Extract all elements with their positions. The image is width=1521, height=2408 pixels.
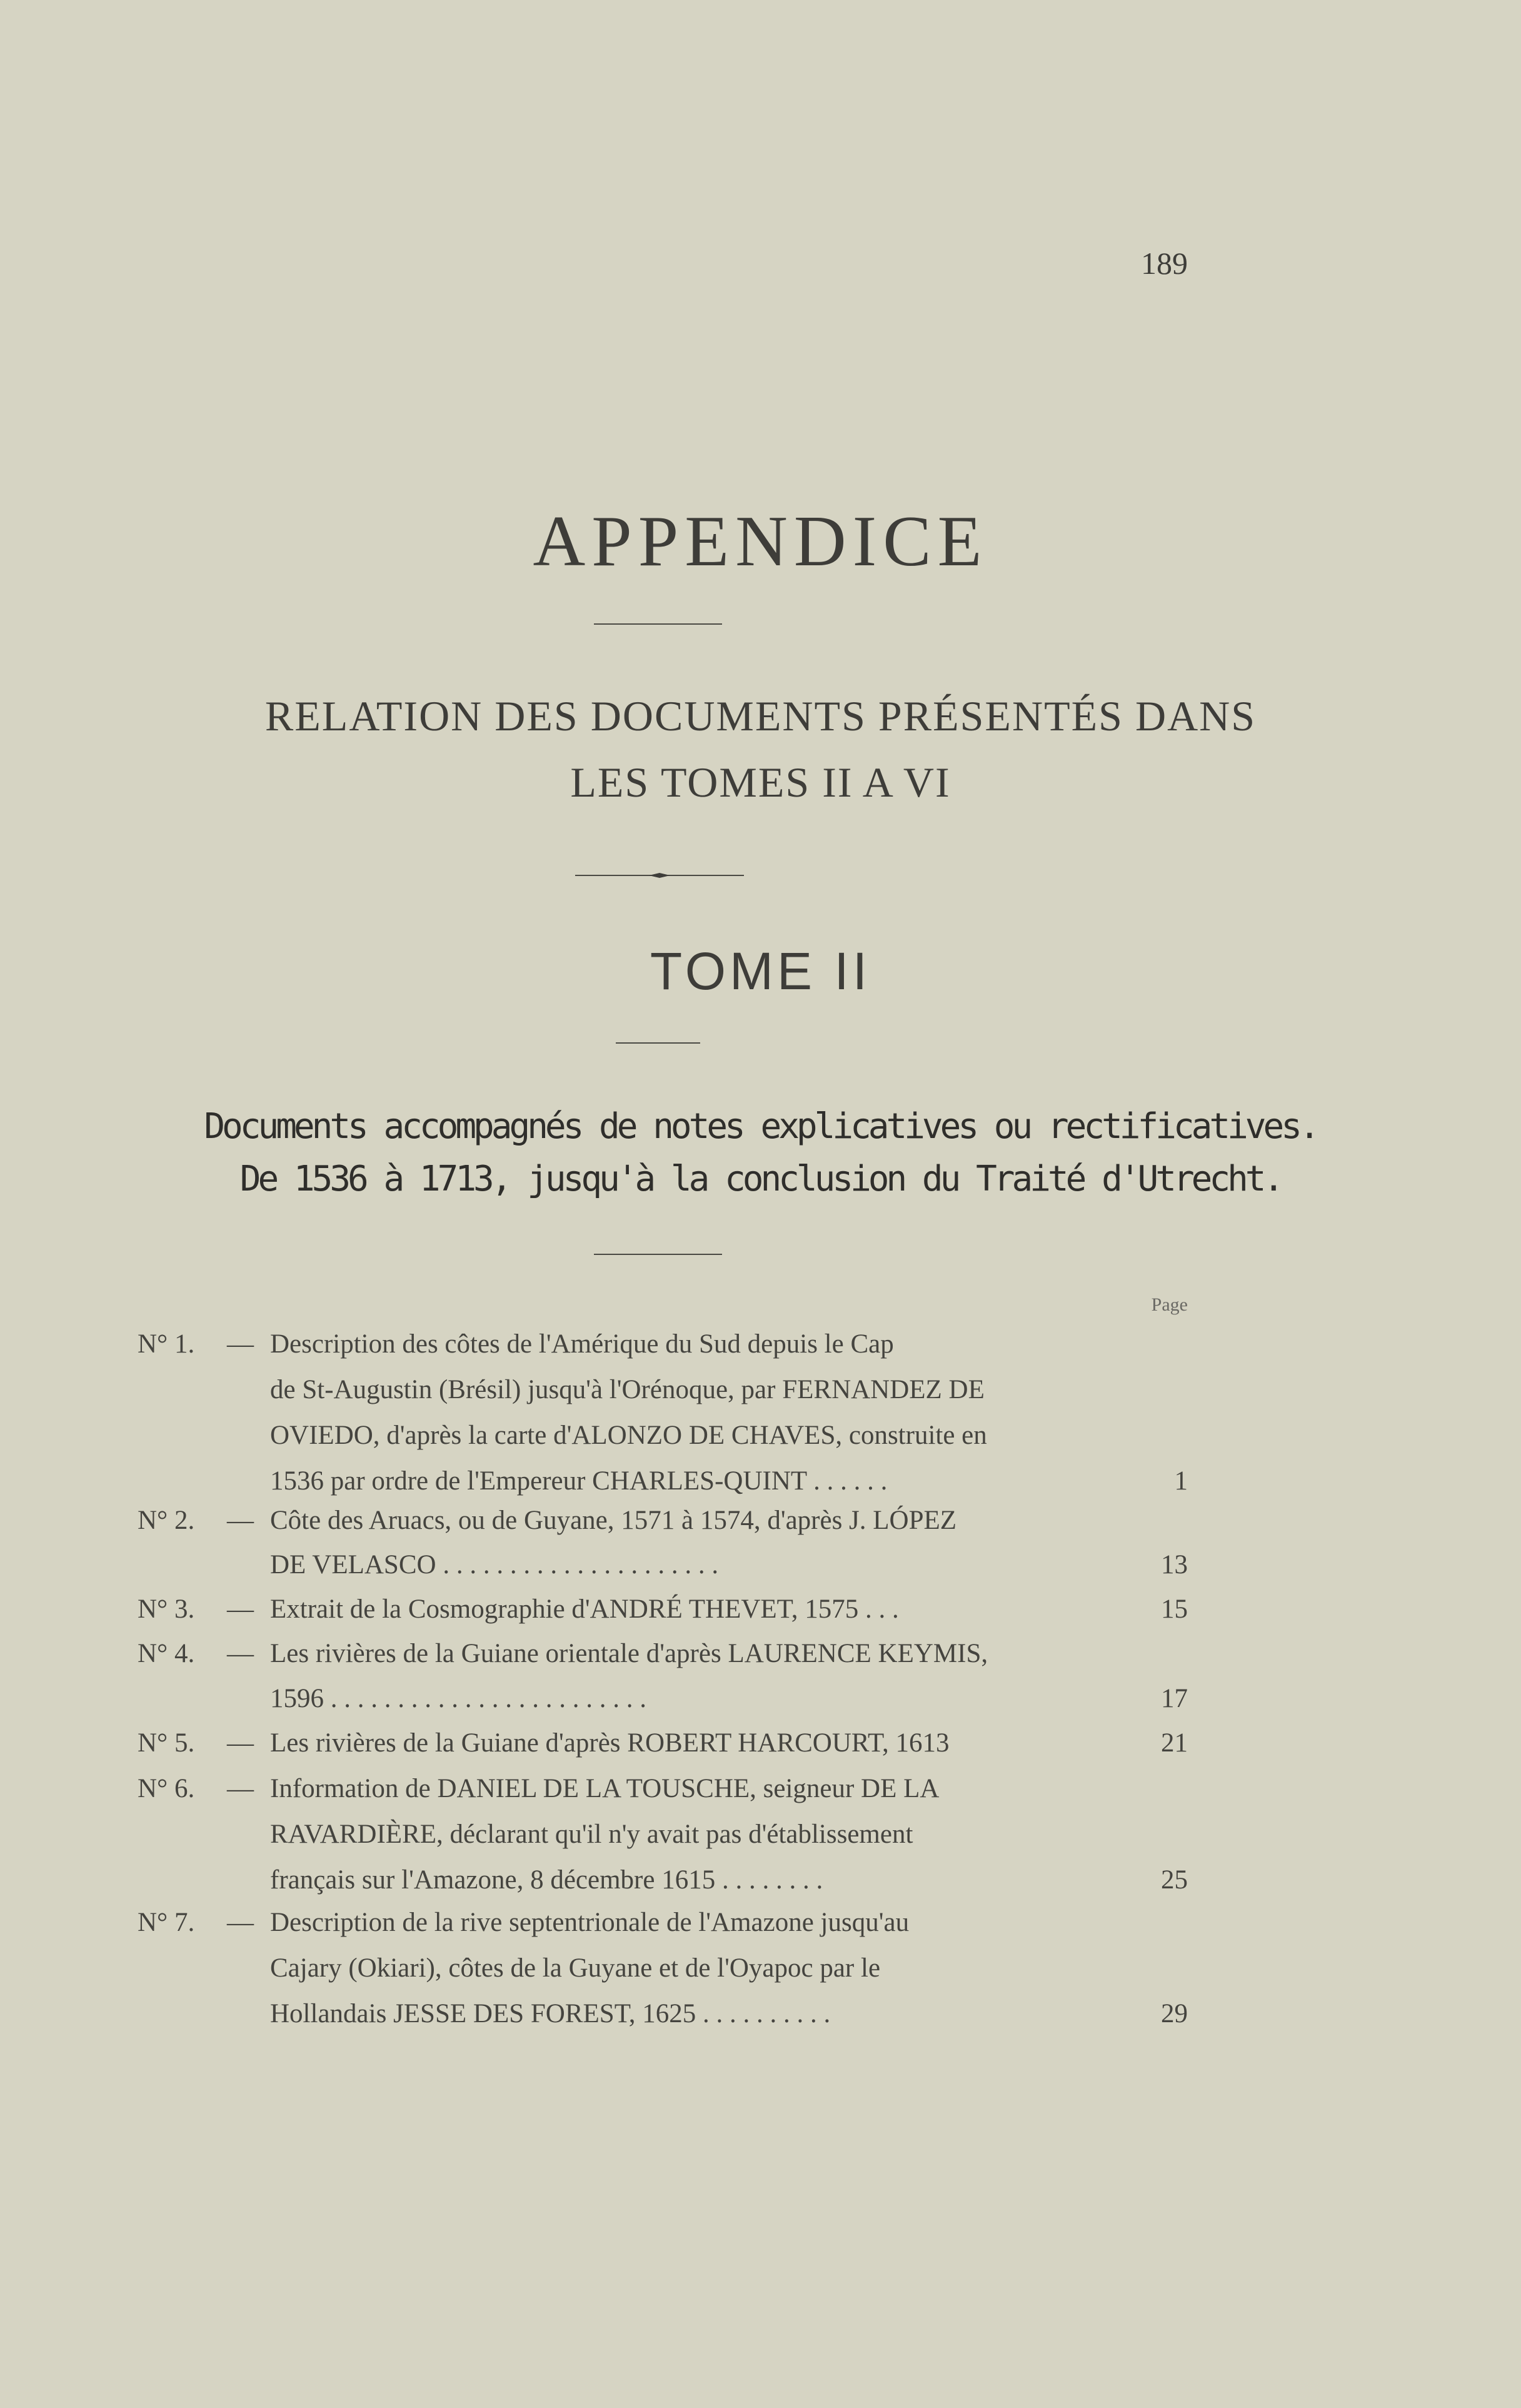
document-dash: —	[227, 1728, 254, 1758]
document-dash: —	[227, 1774, 254, 1803]
tome-description-line: Documents accompagnés de notes explicatives ou rectificatives.	[204, 1106, 1317, 1147]
document-line: Hollandais JESSE DES FOREST, 1625 . . . . . . . . . .	[270, 1999, 831, 2028]
document-page: 21	[1161, 1728, 1188, 1758]
document-number: N° 4.	[138, 1639, 195, 1668]
document-number: N° 2.	[138, 1506, 195, 1535]
document-number: N° 5.	[138, 1728, 195, 1758]
tome-heading: TOME II	[650, 942, 871, 1000]
document-page: 13	[1161, 1550, 1188, 1579]
document-line: Cajary (Okiari), côtes de la Guyane et de l'Oyapoc par le	[270, 1953, 881, 1983]
document-line: de St-Augustin (Brésil) jusqu'à l'Orénoque, par FERNANDEZ DE	[270, 1375, 985, 1404]
page-number: 189	[1141, 246, 1188, 281]
document-line: Côte des Aruacs, ou de Guyane, 1571 à 1574, d'après J. LÓPEZ	[270, 1506, 957, 1535]
divider-rule	[616, 1042, 700, 1044]
relation-title-line: LES TOMES II A VI	[570, 758, 951, 806]
divider-rule	[594, 623, 722, 625]
document-line: français sur l'Amazone, 8 décembre 1615 . . . . . . . .	[270, 1865, 823, 1895]
document-number: N° 7.	[138, 1908, 195, 1937]
document-line: Description des côtes de l'Amérique du Sud depuis le Cap	[270, 1329, 894, 1359]
document-number: N° 3.	[138, 1594, 195, 1624]
document-dash: —	[227, 1908, 254, 1937]
document-dash: —	[227, 1594, 254, 1624]
document-line: OVIEDO, d'après la carte d'ALONZO DE CHAVES, construite en	[270, 1421, 987, 1450]
document-number: N° 6.	[138, 1774, 195, 1803]
document-page: 1	[1174, 1466, 1188, 1496]
document-line: 1596 . . . . . . . . . . . . . . . . . . . . . . . .	[270, 1684, 646, 1713]
document-line: Information de DANIEL DE LA TOUSCHE, seigneur DE LA	[270, 1774, 940, 1803]
document-line: Les rivières de la Guiane d'après ROBERT HARCOURT, 1613	[270, 1728, 950, 1758]
ornamental-divider	[575, 869, 744, 882]
tome-description-line: De 1536 à 1713, jusqu'à la conclusion du Traité d'Utrecht.	[239, 1159, 1282, 1199]
document-line: 1536 par ordre de l'Empereur CHARLES-QUINT . . . . . .	[270, 1466, 888, 1496]
appendix-title: APPENDICE	[533, 501, 988, 582]
document-page: 29	[1161, 1999, 1188, 2028]
document-line: Description de la rive septentrionale de l'Amazone jusqu'au	[270, 1908, 910, 1937]
document-line: Extrait de la Cosmographie d'ANDRÉ THEVET, 1575 . . .	[270, 1594, 899, 1624]
document-line: DE VELASCO . . . . . . . . . . . . . . . . . . . . .	[270, 1550, 719, 1579]
relation-title-line: RELATION DES DOCUMENTS PRÉSENTÉS DANS	[264, 692, 1257, 740]
document-number: N° 1.	[138, 1329, 195, 1359]
relation-title	[0, 683, 1521, 815]
document-line: Les rivières de la Guiane orientale d'après LAURENCE KEYMIS,	[270, 1639, 988, 1668]
document-dash: —	[227, 1639, 254, 1668]
document-dash: —	[227, 1329, 254, 1359]
page-column-header: Page	[1151, 1294, 1188, 1315]
document-dash: —	[227, 1506, 254, 1535]
document-page: 25	[1161, 1865, 1188, 1895]
document-page: 17	[1161, 1684, 1188, 1713]
document-page: 15	[1161, 1594, 1188, 1624]
tome-description	[0, 1101, 1521, 1206]
document-line: RAVARDIÈRE, déclarant qu'il n'y avait pas d'établissement	[270, 1820, 913, 1849]
divider-rule	[594, 1254, 722, 1255]
